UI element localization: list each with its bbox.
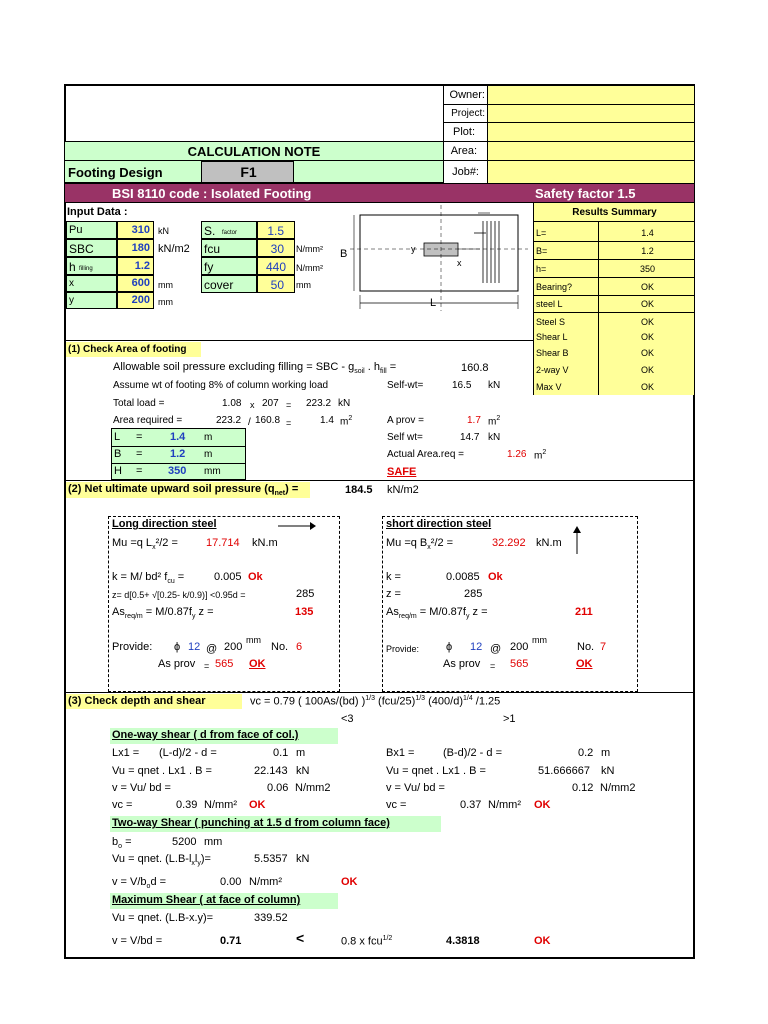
short-k-value: 0.0085 (446, 571, 480, 583)
vu3-value: 5.5357 (254, 853, 288, 865)
short-at: @ (490, 643, 502, 655)
diagram-l-label: L (430, 297, 437, 309)
area-req-b: 160.8 (255, 415, 281, 426)
cover-label: cover (204, 278, 234, 292)
selfwt2-value: 14.7 (460, 432, 480, 443)
v4-ok: OK (534, 935, 551, 947)
owner-field[interactable] (488, 86, 694, 105)
vu3-unit: kN (296, 853, 310, 865)
bo-unit: mm (204, 836, 223, 848)
v2-value: 0.12 (572, 782, 594, 794)
short-asprov-eq: = (490, 661, 496, 671)
short-mu-label: Mu =q $B_x^2/2$ = (386, 537, 454, 552)
twoway-title: Two-way Shear ( punching at 1.5 d from column face) (112, 817, 390, 829)
safety-factor: Safety factor 1.5 (535, 186, 636, 201)
fcu-input[interactable]: 30 (257, 239, 295, 257)
results-row-value: 350 (639, 264, 656, 274)
v4-formula: 0.8 x fcu$^{1/2}$ (341, 935, 393, 948)
area-req-label: Area required = (113, 415, 183, 426)
hf-label: h (69, 260, 76, 274)
v4-limit: 4.3818 (446, 935, 480, 947)
results-row-label: B= (536, 246, 548, 256)
v2-unit: N/mm2 (600, 782, 636, 794)
cover-unit: mm (296, 280, 311, 290)
oneway-title: One-way shear ( d from face of col.) (112, 729, 299, 741)
section1-title: (1) Check Area of footing (68, 344, 187, 355)
bx1-unit: m (601, 747, 611, 759)
results-row-divider (534, 295, 695, 296)
long-phi: ϕ (174, 641, 181, 653)
long-no-value: 6 (296, 641, 303, 653)
cover-input[interactable]: 50 (257, 275, 295, 293)
long-spacing: 200 (224, 641, 243, 653)
hf-input[interactable]: 1.2 (117, 257, 154, 275)
results-row-label: Max V (536, 382, 562, 392)
total-load-value: 223.2 (306, 398, 332, 409)
results-row-label: steel L (536, 299, 563, 309)
bo-label: $b_o$ = (112, 836, 132, 851)
lx1-unit: m (296, 747, 306, 759)
qnet-unit: kN/m2 (387, 484, 419, 496)
results-row-value: OK (640, 332, 654, 342)
v4-lt: < (296, 930, 305, 946)
results-row-label: h= (536, 264, 547, 274)
vc2-value: 0.37 (460, 799, 482, 811)
bo-value: 5200 (172, 836, 197, 848)
long-asprov-label: As prov (158, 658, 196, 670)
input-table-left: Pu 310 SBC 180 h filling 1.2 x 600 y 200 (66, 221, 156, 309)
results-summary (533, 203, 694, 395)
y-label: y (69, 295, 74, 306)
footing-id: F1 (240, 164, 257, 180)
short-arrow-icon (572, 526, 582, 556)
v1-label: v = Vu/ bd = (112, 782, 171, 794)
long-mu-unit: kN.m (252, 537, 278, 549)
bx1-formula: (B-d)/2 - d = (443, 747, 502, 759)
section3-title-cell (66, 694, 242, 709)
project-label: Project: (444, 105, 488, 123)
title-cell (65, 141, 443, 161)
selfwt-label: Self-wt= (387, 380, 424, 391)
footing-id-cell[interactable] (201, 161, 294, 183)
selfwt-unit: kN (488, 380, 501, 391)
sbc-input[interactable]: 180 (117, 239, 154, 257)
L-label: L (114, 431, 121, 443)
results-row-label: 2-way V (536, 365, 569, 375)
results-row-value: OK (640, 382, 654, 392)
section2-title-cell (66, 482, 310, 498)
selfwt2-label: Self wt= (387, 432, 423, 443)
short-bar-dia: 12 (470, 641, 483, 653)
max-shear-title: Maximum Shear ( at face of column) (112, 894, 301, 906)
pu-label: Pu (69, 224, 83, 236)
short-spacing: 200 (510, 641, 529, 653)
results-row-value: 1.4 (641, 228, 654, 238)
long-no-label: No. (271, 641, 289, 653)
vu3-label: Vu = qnet. $(L.B-l_xl_y)=$ (112, 853, 211, 868)
vu4-value: 339.52 (254, 912, 288, 924)
vc1-unit: N/mm² (204, 799, 237, 811)
gt1-label: >1 (503, 713, 516, 725)
lx1-label: Lx1 = (112, 747, 140, 759)
vu4-label: Vu = qnet. (L.B-x.y)= (112, 912, 214, 924)
long-arrow-icon (276, 521, 316, 531)
total-load-eq: = (286, 400, 292, 410)
results-row-divider (534, 241, 695, 242)
v1-unit: N/mm2 (295, 782, 331, 794)
results-row-label: Shear B (536, 348, 569, 358)
sbc-unit: kN/m2 (158, 243, 190, 255)
vu2-unit: kN (601, 765, 615, 777)
allowable-pressure: Allowable soil pressure excluding filling = SBC - $g_{soil}$ . $h_{fill}$ = (113, 361, 397, 376)
short-phi: ϕ (446, 641, 453, 653)
job-label: Job#: (444, 161, 488, 183)
plot-label: Plot: (444, 123, 488, 142)
page-title: CALCULATION NOTE (187, 144, 321, 159)
long-k-value: 0.005 (214, 571, 242, 583)
results-title: Results Summary (572, 207, 657, 218)
H-value: 350 (168, 465, 187, 477)
section1-title-cell (66, 342, 201, 357)
vu1-value: 22.143 (254, 765, 288, 777)
assume-text: Assume wt of footing 8% of column working load (113, 380, 329, 391)
input-heading: Input Data : (67, 206, 128, 218)
B-label: B (114, 448, 122, 460)
aprov-unit: $m^2$ (488, 415, 501, 428)
results-row-value: OK (640, 348, 654, 358)
short-no-label: No. (577, 641, 595, 653)
B-value: 1.2 (170, 448, 186, 460)
vc2-label: vc = (386, 799, 407, 811)
area-req-eq: = (286, 418, 292, 428)
vc1-value: 0.39 (176, 799, 198, 811)
code-title: BSI 8110 code : Isolated Footing (112, 186, 312, 201)
results-row-value: OK (640, 317, 654, 327)
short-asprov-label: As prov (443, 658, 481, 670)
fy-input[interactable]: 440 (257, 257, 295, 275)
results-row-divider (534, 277, 695, 278)
diagram-y-label: y (411, 244, 416, 254)
short-provide-label: Provide: (386, 644, 420, 654)
short-mu-value: 32.292 (492, 537, 526, 549)
v3-ok: OK (341, 876, 358, 888)
results-row-divider (534, 312, 695, 313)
pu-unit: kN (158, 226, 169, 236)
long-bar-dia: 12 (188, 641, 201, 653)
bx1-label: Bx1 = (386, 747, 415, 759)
vu1-label: Vu = qnet . Lx1 . B = (112, 765, 212, 777)
results-row-label: Shear L (536, 332, 568, 342)
long-mu-value: 17.714 (206, 537, 240, 549)
x-unit: mm (158, 280, 173, 290)
actual-area-value: 1.26 (507, 449, 527, 460)
total-load-a: 1.08 (222, 398, 242, 409)
short-steel-title: short direction steel (386, 518, 492, 530)
vc2-ok: OK (534, 799, 551, 811)
long-k-ok: Ok (248, 571, 263, 583)
H-label: H (114, 465, 122, 477)
max-shear-title-cell (110, 893, 338, 909)
section1-divider (65, 340, 533, 341)
fcu-unit: N/mm² (296, 244, 323, 254)
oneway-title-cell (110, 728, 338, 744)
actual-area-label: Actual Area.req = (387, 449, 464, 460)
long-steel-title: Long direction steel (112, 518, 217, 530)
v4-value: 0.71 (220, 935, 242, 947)
short-mm: mm (532, 635, 547, 645)
short-asprov-value: 565 (510, 658, 529, 670)
vu2-value: 51.666667 (538, 765, 590, 777)
aprov-label: A prov = (387, 415, 424, 426)
footing-design-label: Footing Design (68, 165, 163, 180)
fy-unit: N/mm² (296, 263, 323, 273)
long-mm: mm (246, 635, 261, 645)
job-field[interactable] (488, 161, 694, 183)
code-bar (65, 183, 694, 203)
safe-status: SAFE (387, 466, 417, 478)
short-ok: OK (576, 658, 593, 670)
section3-divider (65, 692, 694, 693)
long-as-value: 135 (295, 606, 314, 618)
long-z-value: 285 (296, 588, 315, 600)
short-k-ok: Ok (488, 571, 503, 583)
area-field[interactable] (488, 142, 694, 161)
v2-label: v = Vu/ bd = (386, 782, 445, 794)
long-at: @ (206, 643, 218, 655)
short-mu-unit: kN.m (536, 537, 562, 549)
area-req-value: 1.4 (320, 415, 334, 426)
vc1-ok: OK (249, 799, 266, 811)
short-no-value: 7 (600, 641, 607, 653)
area-req-unit: $m^2$ (340, 415, 353, 428)
owner-label: Owner: (444, 86, 488, 105)
long-provide-label: Provide: (112, 641, 153, 653)
results-row-value: OK (640, 365, 654, 375)
long-asprov-value: 565 (215, 658, 234, 670)
sf-label: S. (204, 224, 216, 238)
selfwt2-unit: kN (488, 432, 501, 443)
results-row-value: OK (640, 299, 654, 309)
input-table-mid: S. factor 1.5 fcu 30 fy 440 cover 50 (201, 221, 295, 293)
v4-label: v = V/bd = (112, 935, 163, 947)
fy-label: fy (204, 260, 214, 274)
lx1-formula: (L-d)/2 - d = (159, 747, 217, 759)
total-load-unit: kN (338, 398, 351, 409)
selfwt-value: 16.5 (452, 380, 472, 391)
short-z-label: z = (386, 588, 401, 600)
L-value: 1.4 (170, 431, 186, 443)
results-row-divider (534, 259, 695, 260)
x-input[interactable]: 600 (117, 275, 154, 292)
aprov-value: 1.7 (467, 415, 481, 426)
fcu-label: fcu (204, 242, 221, 256)
section2-divider (65, 480, 694, 481)
results-row-value: 1.2 (641, 246, 654, 256)
y-input[interactable]: 200 (117, 292, 154, 309)
long-z-label: z= d[0.5+ √[0.25- k/0.9)] <0.95d = (112, 590, 246, 600)
bx1-value: 0.2 (578, 747, 594, 759)
vc1-label: vc = (112, 799, 133, 811)
total-load-x: x (250, 400, 255, 410)
plot-field[interactable] (488, 123, 694, 142)
short-z-value: 285 (464, 588, 483, 600)
long-asprov-eq: = (204, 661, 210, 671)
results-row-label: L= (536, 228, 547, 238)
area-req-a: 223.2 (216, 415, 242, 426)
allowable-value: 160.8 (461, 362, 489, 374)
x-label: x (69, 278, 74, 289)
section3-title: (3) Check depth and shear (68, 695, 206, 707)
area-label: Area: (444, 142, 488, 161)
v1-value: 0.06 (267, 782, 289, 794)
long-mu-label: Mu =q $L_x^2/2$ = (112, 537, 178, 552)
results-row-label: Steel S (536, 317, 566, 327)
vu1-unit: kN (296, 765, 310, 777)
results-row-label: Bearing? (536, 282, 573, 292)
diagram-b-label: B (340, 248, 348, 260)
lx1-value: 0.1 (273, 747, 289, 759)
dimension-box: L = 1.4 m B = 1.2 m H = 350 mm (111, 428, 246, 480)
total-load-b: 207 (262, 398, 279, 409)
total-load-label: Total load = (113, 398, 165, 409)
lt3-label: <3 (341, 713, 354, 725)
project-field[interactable] (488, 105, 694, 123)
area-req-div: / (248, 417, 251, 428)
short-k-label: k = (386, 571, 401, 583)
sbc-label: SBC (69, 242, 94, 256)
long-ok: OK (249, 658, 266, 670)
y-unit: mm (158, 297, 173, 307)
qnet-value: 184.5 (345, 484, 373, 496)
section2-title: (2) Net ultimate upward soil pressure $(q_{net})$ = (68, 483, 299, 498)
sf-input[interactable]: 1.5 (257, 221, 295, 239)
twoway-title-cell (110, 816, 441, 832)
results-row-value: OK (640, 282, 654, 292)
short-as-label: $As_{req/m} = M/0.87f_y$ z = (386, 606, 488, 621)
short-as-value: 211 (575, 606, 593, 618)
header-right-block (444, 86, 694, 183)
pu-input[interactable]: 310 (117, 221, 154, 239)
v3-value: 0.00 (220, 876, 242, 888)
actual-area-unit: $m^2$ (534, 449, 547, 462)
vu2-label: Vu = qnet . Lx1 . B = (386, 765, 486, 777)
v3-unit: N/mm² (249, 876, 282, 888)
v3-label: $v = V/b_od$ = (112, 876, 167, 891)
diagram-x-label: x (457, 258, 462, 268)
long-as-label: $As_{req/m} = M/0.87f_y$ z = (112, 606, 214, 621)
vc-formula: vc = 0.79 ( 100As/(bd) )$^{1/3}$ $(fcu/25)^{1/3}$ $(400/d)^{1/4}$ /1.25 (250, 695, 501, 708)
long-k-label: k = M/ bd² $f_{cu}$ = (112, 571, 185, 586)
vc2-unit: N/mm² (488, 799, 521, 811)
